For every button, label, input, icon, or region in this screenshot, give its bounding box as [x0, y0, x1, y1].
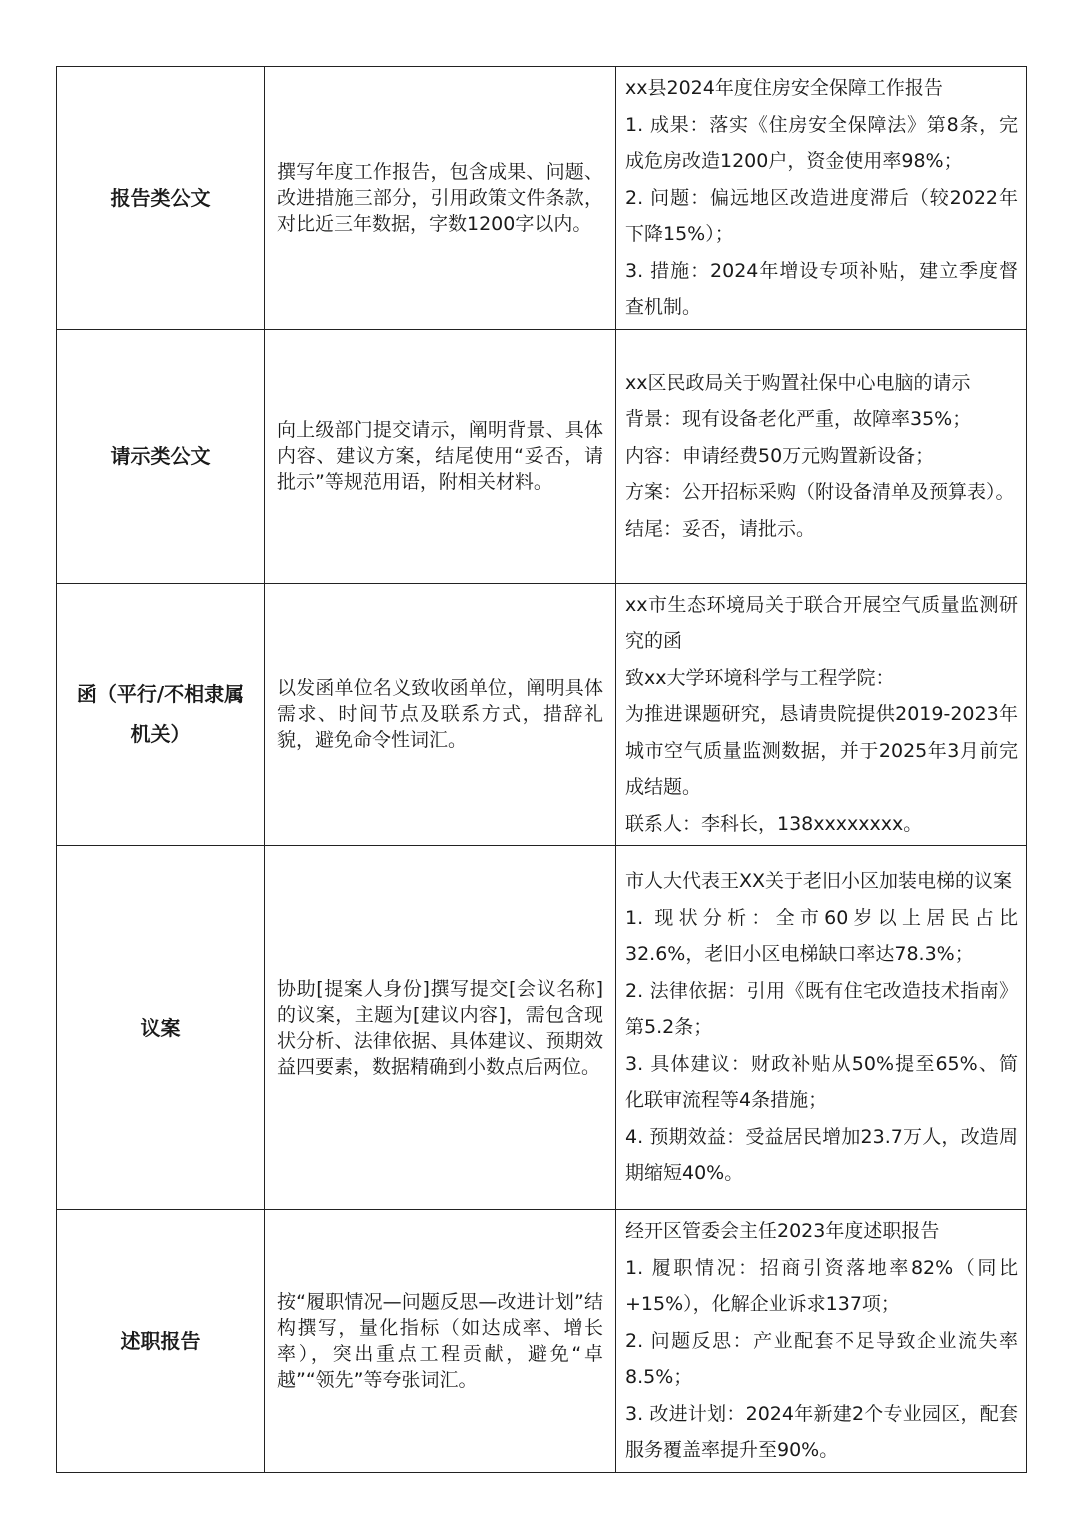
table-row [57, 1210, 1027, 1473]
category-cell [57, 583, 265, 846]
requirement-cell [265, 1210, 616, 1473]
example-title: 市人大代表王XX关于老旧小区加装电梯的议案 [625, 870, 1013, 893]
category-label: 函（平行/不相隶属 [76, 682, 245, 707]
requirement-cell [265, 329, 616, 583]
example-line: 致xx大学环境科学与工程学院： [625, 666, 895, 689]
example-line: 3. 具体建议：财政补贴从50%提至65%、简化联审流程等4条措施； [625, 1052, 1018, 1112]
table-row [57, 583, 1027, 846]
requirement-text: 协助[提案人身份]撰写提交[会议名称]的议案，主题为[建议内容]，需包含现状分析、法律依据、具体建议、预期效益四要素，数据精确到小数点后两位。 [277, 977, 603, 1078]
example-line: 联系人：李科长，138xxxxxxxx。 [625, 812, 923, 835]
example-line: 2. 问题：偏远地区改造进度滞后（较2022年下降15%）； [625, 186, 1018, 245]
example-title: 经开区管委会主任2023年度述职报告 [625, 1220, 940, 1242]
example-line: 3. 改进计划：2024年新建2个专业园区，配套服务覆盖率提升至90%。 [625, 1402, 1018, 1461]
requirement-text: 撰写年度工作报告，包含成果、问题、改进措施三部分，引用政策文件条款，对比近三年数据，字数1200字以内。 [277, 160, 603, 235]
example-cell [616, 846, 1027, 1210]
example-cell [616, 67, 1027, 330]
example-line: 为推进课题研究，恳请贵院提供2019-2023年城市空气质量监测数据，并于2025年3月前完成结题。 [625, 703, 1018, 798]
example-title: xx县2024年度住房安全保障工作报告 [625, 77, 943, 99]
requirement-cell [265, 583, 616, 846]
category-label: 议案 [140, 1015, 181, 1040]
category-cell [57, 67, 265, 330]
category-label: 述职报告 [120, 1328, 201, 1353]
example-line: 2. 法律依据：引用《既有住宅改造技术指南》第5.2条； [625, 979, 1018, 1039]
example-line: 2. 问题反思：产业配套不足导致企业流失率8.5%； [625, 1329, 1018, 1388]
writing-guide-table [56, 66, 1027, 1473]
example-line: 1. 履职情况：招商引资落地率82%（同比+15%），化解企业诉求137项； [625, 1256, 1018, 1315]
example-line: 方案：公开招标采购（附设备清单及预算表）。 [625, 481, 1015, 504]
example-cell [616, 1210, 1027, 1473]
requirement-text: 以发函单位名义致收函单位，阐明具体需求、时间节点及联系方式，措辞礼貌，避免命令性词汇。 [277, 677, 603, 752]
example-line: 1. 现状分析：全市60岁以上居民占比32.6%，老旧小区电梯缺口率达78.3%； [625, 906, 1018, 966]
example-line: 结尾：妥否，请批示。 [625, 517, 816, 540]
requirement-cell [265, 846, 616, 1210]
requirement-text: 按“履职情况—问题反思—改进计划”结构撰写，量化指标（如达成率、增长率），突出重点工程贡献，避免“卓越”“领先”等夸张词汇。 [277, 1290, 603, 1391]
example-line: 背景：现有设备老化严重，故障率35%； [625, 408, 972, 431]
category-label: 报告类公文 [110, 185, 211, 210]
category-cell [57, 329, 265, 583]
table-row [57, 846, 1027, 1210]
example-title: xx区民政局关于购置社保中心电脑的请示 [625, 371, 971, 394]
category-label: 请示类公文 [110, 444, 211, 468]
example-title: xx市生态环境局关于联合开展空气质量监测研究的函 [625, 593, 1018, 652]
requirement-cell [265, 67, 616, 330]
category-cell [57, 1210, 265, 1473]
example-cell [616, 583, 1027, 846]
category-cell [57, 846, 265, 1210]
example-line: 4. 预期效益：受益居民增加23.7万人，改造周期缩短40%。 [625, 1125, 1018, 1185]
example-line: 内容：申请经费50万元购置新设备； [625, 444, 935, 467]
table-row [57, 329, 1027, 583]
example-line: 1. 成果：落实《住房安全保障法》第8条，完成危房改造1200户，资金使用率98%； [625, 113, 1018, 172]
table-row [57, 67, 1027, 330]
requirement-text: 向上级部门提交请示，阐明背景、具体内容、建议方案，结尾使用“妥否，请批示”等规范用语，附相关材料。 [277, 419, 603, 493]
example-line: 3. 措施：2024年增设专项补贴，建立季度督查机制。 [625, 259, 1018, 318]
category-label: 机关） [130, 722, 191, 747]
example-cell [616, 329, 1027, 583]
